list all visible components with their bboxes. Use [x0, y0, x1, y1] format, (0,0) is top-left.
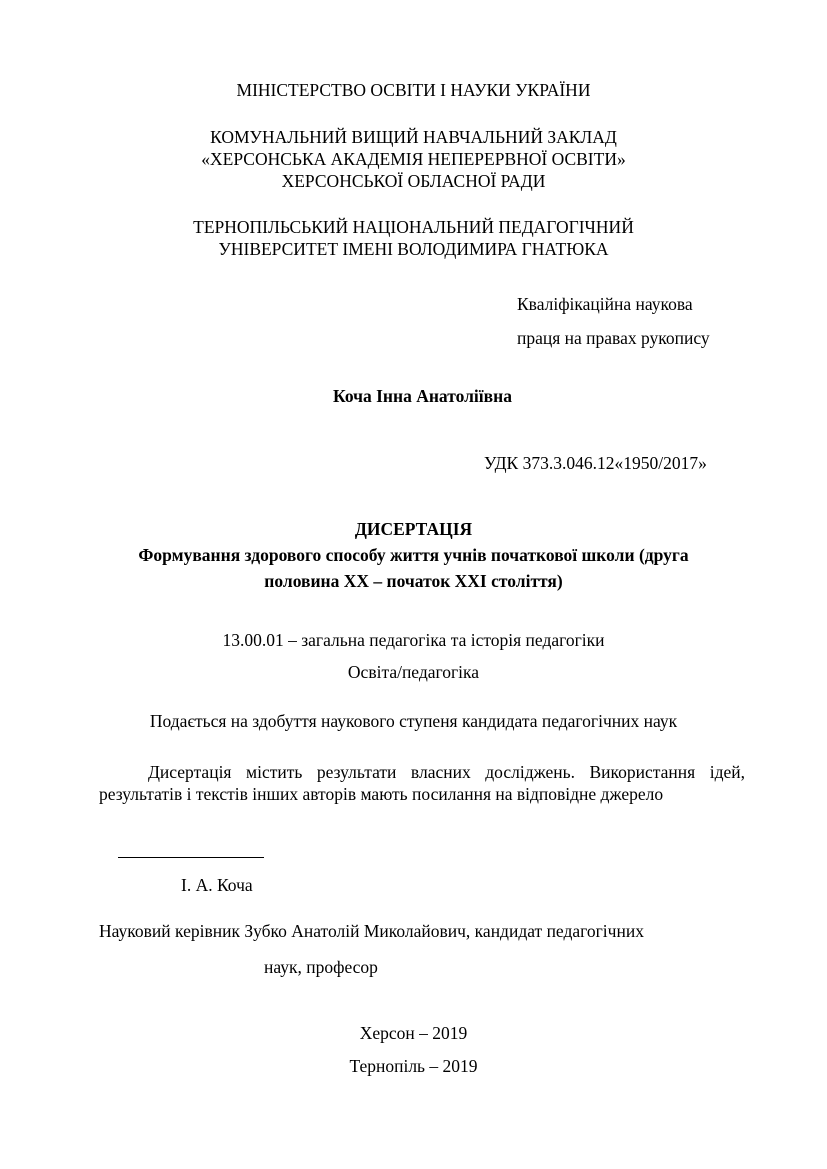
field-of-study: Освіта/педагогіка — [347, 662, 480, 682]
institution-1-line-2: «ХЕРСОНСЬКА АКАДЕМІЯ НЕПЕРЕРВНОЇ ОСВІТИ» — [201, 149, 626, 169]
institution-1-line-1: КОМУНАЛЬНИЙ ВИЩИЙ НАВЧАЛЬНИЙ ЗАКЛАД — [210, 127, 617, 147]
place-year-2: Тернопіль – 2019 — [349, 1056, 478, 1076]
author-name: Коча Інна Анатоліївна — [333, 386, 512, 406]
manuscript-note-line-1: Кваліфікаційна наукова — [517, 294, 693, 314]
institution-2-line-2: УНІВЕРСИТЕТ ІМЕНІ ВОЛОДИМИРА ГНАТЮКА — [218, 239, 609, 259]
ministry-title: МІНІСТЕРСТВО ОСВІТИ І НАУКИ УКРАЇНИ — [236, 80, 591, 100]
dissertation-title-line-1: Формування здорового способу життя учнів початкової школи (друга — [138, 545, 689, 565]
degree-statement: Подається на здобуття наукового ступеня кандидата педагогічних наук — [149, 711, 678, 731]
dissertation-label: ДИСЕРТАЦІЯ — [354, 519, 473, 539]
place-year-1: Херсон – 2019 — [359, 1023, 468, 1043]
specialty: 13.00.01 – загальна педагогіка та історія педагогіки — [222, 630, 605, 650]
udc-code: УДК 373.3.046.12«1950/2017» — [484, 453, 707, 473]
institution-1-line-3: ХЕРСОНСЬКОЇ ОБЛАСНОЇ РАДИ — [281, 171, 546, 191]
originality-line-1: Дисертація містить результати власних досліджень. Використання ідей, — [148, 762, 745, 782]
signature-line — [118, 857, 264, 858]
originality-line-2: результатів і текстів інших авторів мають посилання на відповідне джерело — [99, 784, 664, 804]
manuscript-note-line-2: праця на правах рукопису — [517, 328, 710, 348]
supervisor-line-1: Науковий керівник Зубко Анатолій Миколайович, кандидат педагогічних — [99, 921, 644, 941]
supervisor-line-2: наук, професор — [264, 957, 378, 977]
signature-name: І. А. Коча — [181, 875, 253, 895]
institution-2-line-1: ТЕРНОПІЛЬСЬКИЙ НАЦІОНАЛЬНИЙ ПЕДАГОГІЧНИЙ — [193, 217, 634, 237]
dissertation-title-line-2: половина ХХ – початок ХХІ століття) — [264, 571, 563, 591]
